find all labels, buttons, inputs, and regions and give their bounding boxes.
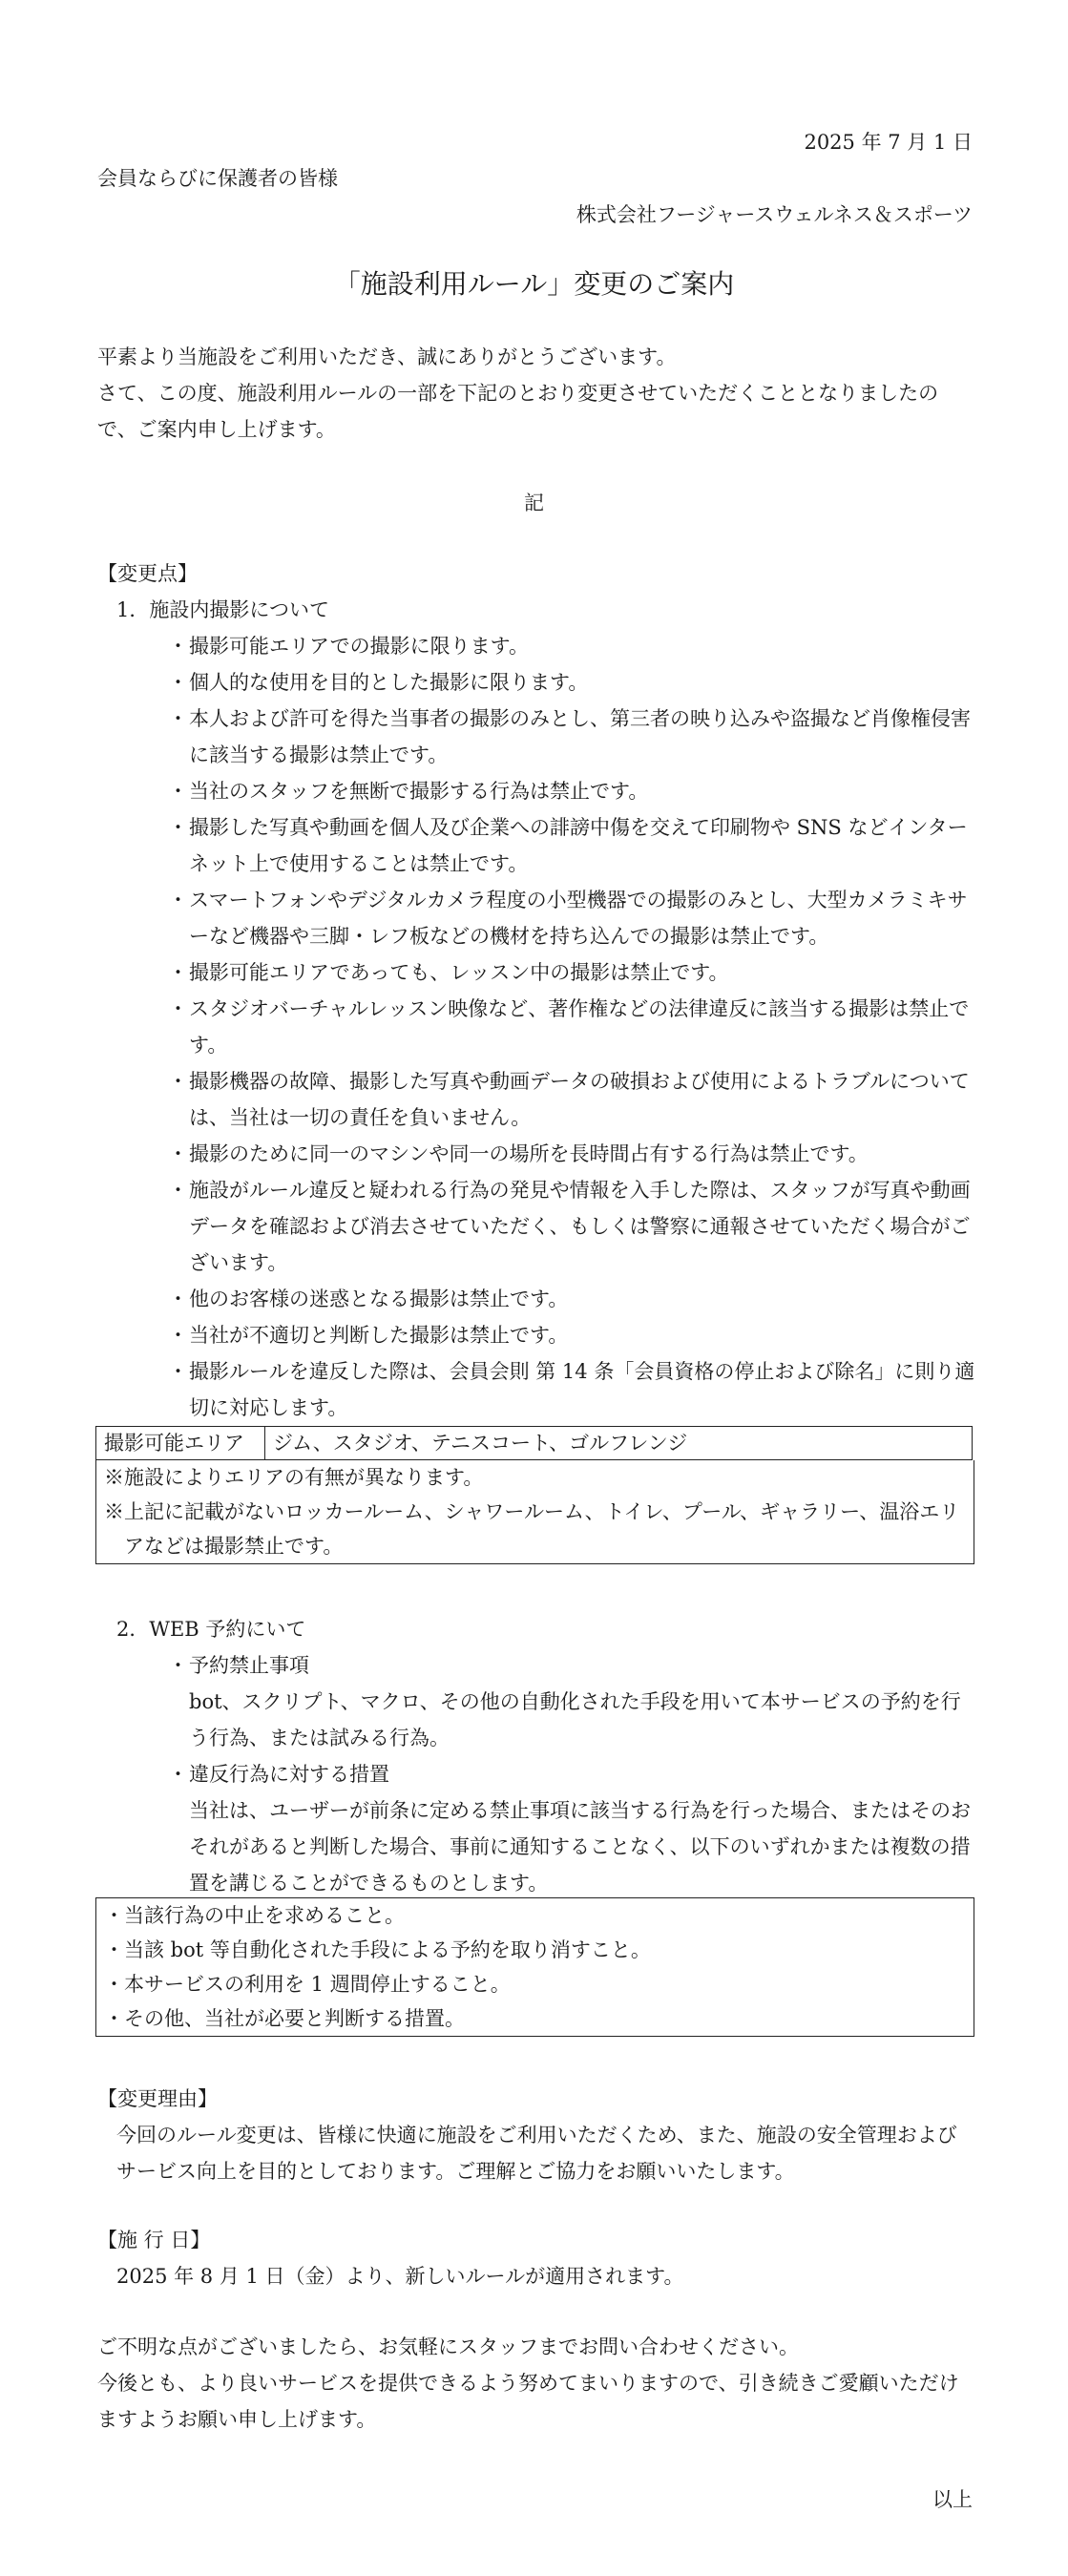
list-item: ・ 当社のスタッフを無断で撮影する行為は禁止です。: [168, 773, 975, 809]
list-item: ・ 予約禁止事項: [168, 1647, 975, 1684]
list-item: ・ 個人的な使用を目的とした撮影に限ります。: [168, 664, 975, 701]
list-item: ・ 撮影ルールを違反した際は、会員会則 第 14 条「会員資格の停止および除名」に則り適切に対応します。: [168, 1353, 975, 1426]
web-rules-list: [97, 1647, 975, 1684]
list-item: ・ 本人および許可を得た当事者の撮影のみとし、第三者の映り込みや盗撮など肖像権侵害に該当する撮影は禁止です。: [168, 701, 975, 773]
measure-item: ・ その他、当社が必要と判断する措置。: [104, 2001, 966, 2036]
measures-box: [95, 1897, 974, 2037]
photo-area-box: [95, 1426, 974, 1564]
list-item: ・ スマートフォンやデジタルカメラ程度の小型機器での撮影のみとし、大型カメラミキサーなど機器や三脚・レフ板などの機材を持ち込んでの撮影は禁止です。: [168, 882, 975, 954]
list-item: ・ 施設がルール違反と疑われる行為の発見や情報を入手した際は、スタッフが写真や動画データを確認および消去させていただく、もしくは警察に通報させていただく場合がございます。: [168, 1172, 975, 1281]
list-item: ・ 撮影可能エリアでの撮影に限ります。: [168, 628, 975, 664]
changes-section: [97, 555, 975, 1426]
list-item: ・ 違反行為に対する措置: [168, 1756, 975, 1792]
photo-area-table: [95, 1426, 973, 1460]
closing-line: 今後とも、より良いサービスを提供できるよう努めてまいりますので、引き続きご愛顧いただけますようお願い申し上げます。: [97, 2372, 959, 2431]
area-label: 撮影可能エリア: [96, 1427, 265, 1460]
section2-title: 2．WEB 予約にいて: [116, 1618, 306, 1641]
effective-section: [97, 2222, 975, 2294]
area-note: ※上記に記載がないロッカールーム、シャワールーム、トイレ、プール、ギャラリー、温浴エリアなどは撮影禁止です。: [104, 1500, 960, 1558]
list-item: ・ 撮影可能エリアであっても、レッスン中の撮影は禁止です。: [168, 954, 975, 991]
item-text: 当社は、ユーザーが前条に定める禁止事項に該当する行為を行った場合、またはそのおそれがあると判断した場合、事前に通知することなく、以下のいずれかまたは複数の措置を講じることができるものとします。: [189, 1799, 971, 1895]
measure-item: ・ 当該行為の中止を求めること。: [104, 1898, 966, 1933]
recipient: 会員ならびに保護者の皆様: [97, 167, 338, 190]
measures-list: [95, 1897, 974, 2037]
ki-marker: 記: [524, 492, 544, 514]
reason-text: 今回のルール変更は、皆様に快適に施設をご利用いただくため、また、施設の安全管理およびサービス向上を目的としております。ご理解とご協力をお願いいたします。: [116, 2124, 957, 2183]
measure-item: ・ 当該 bot 等自動化された手段による予約を取り消すこと。: [104, 1933, 966, 1967]
intro: [97, 339, 975, 448]
list-item: ・ スタジオバーチャルレッスン映像など、著作権などの法律違反に該当する撮影は禁止です。: [168, 991, 975, 1063]
intro-line: さて、この度、施設利用ルールの一部を下記のとおり変更させていただくこととなりましたので、ご案内申し上げます。: [97, 382, 939, 441]
effective-heading: 【施 行 日】: [97, 2229, 211, 2251]
area-notes: [95, 1460, 974, 1564]
closing-line: ご不明な点がございましたら、お気軽にスタッフまでお問い合わせください。: [97, 2335, 799, 2358]
measure-item: ・ 本サービスの利用を 1 週間停止すること。: [104, 1967, 966, 2001]
web-reservation-section: [97, 1611, 975, 1901]
list-item: ・ 当社が不適切と判断した撮影は禁止です。: [168, 1317, 975, 1353]
closing: [97, 2329, 975, 2438]
section1-title: 1．施設内撮影について: [116, 598, 329, 621]
list-item: ・ 撮影機器の故障、撮影した写真や動画データの破損および使用によるトラブルについては、当社は一切の責任を負いません。: [168, 1063, 975, 1136]
list-item: ・ 撮影した写真や動画を個人及び企業への誹謗中傷を交えて印刷物や SNS などインターネット上で使用することは禁止です。: [168, 809, 975, 882]
list-item: ・ 撮影のために同一のマシンや同一の場所を長時間占有する行為は禁止です。: [168, 1136, 975, 1172]
sender: 株式会社フージャースウェルネス＆スポーツ: [576, 203, 973, 226]
document-date: 2025 年 7 月 1 日: [804, 131, 973, 154]
photo-rules-list: [97, 628, 975, 1426]
web-rules-list: [97, 1756, 975, 1792]
list-item: ・ 他のお客様の迷惑となる撮影は禁止です。: [168, 1281, 975, 1317]
end-marker: 以上: [932, 2488, 973, 2511]
reason-section: [97, 2081, 975, 2189]
area-note: ※施設によりエリアの有無が異なります。: [104, 1466, 484, 1489]
area-value: ジム、スタジオ、テニスコート、ゴルフレンジ: [265, 1427, 973, 1460]
changes-heading: 【変更点】: [97, 562, 198, 585]
intro-line: 平素より当施設をご利用いただき、誠にありがとうございます。: [97, 346, 677, 368]
reason-heading: 【変更理由】: [97, 2087, 218, 2110]
effective-text: 2025 年 8 月 1 日（金）より、新しいルールが適用されます。: [116, 2265, 684, 2288]
item-text: bot、スクリプト、マクロ、その他の自動化された手段を用いて本サービスの予約を行う行為、または試みる行為。: [189, 1690, 961, 1749]
document-title: 「施設利用ルール」変更のご案内: [333, 268, 735, 300]
